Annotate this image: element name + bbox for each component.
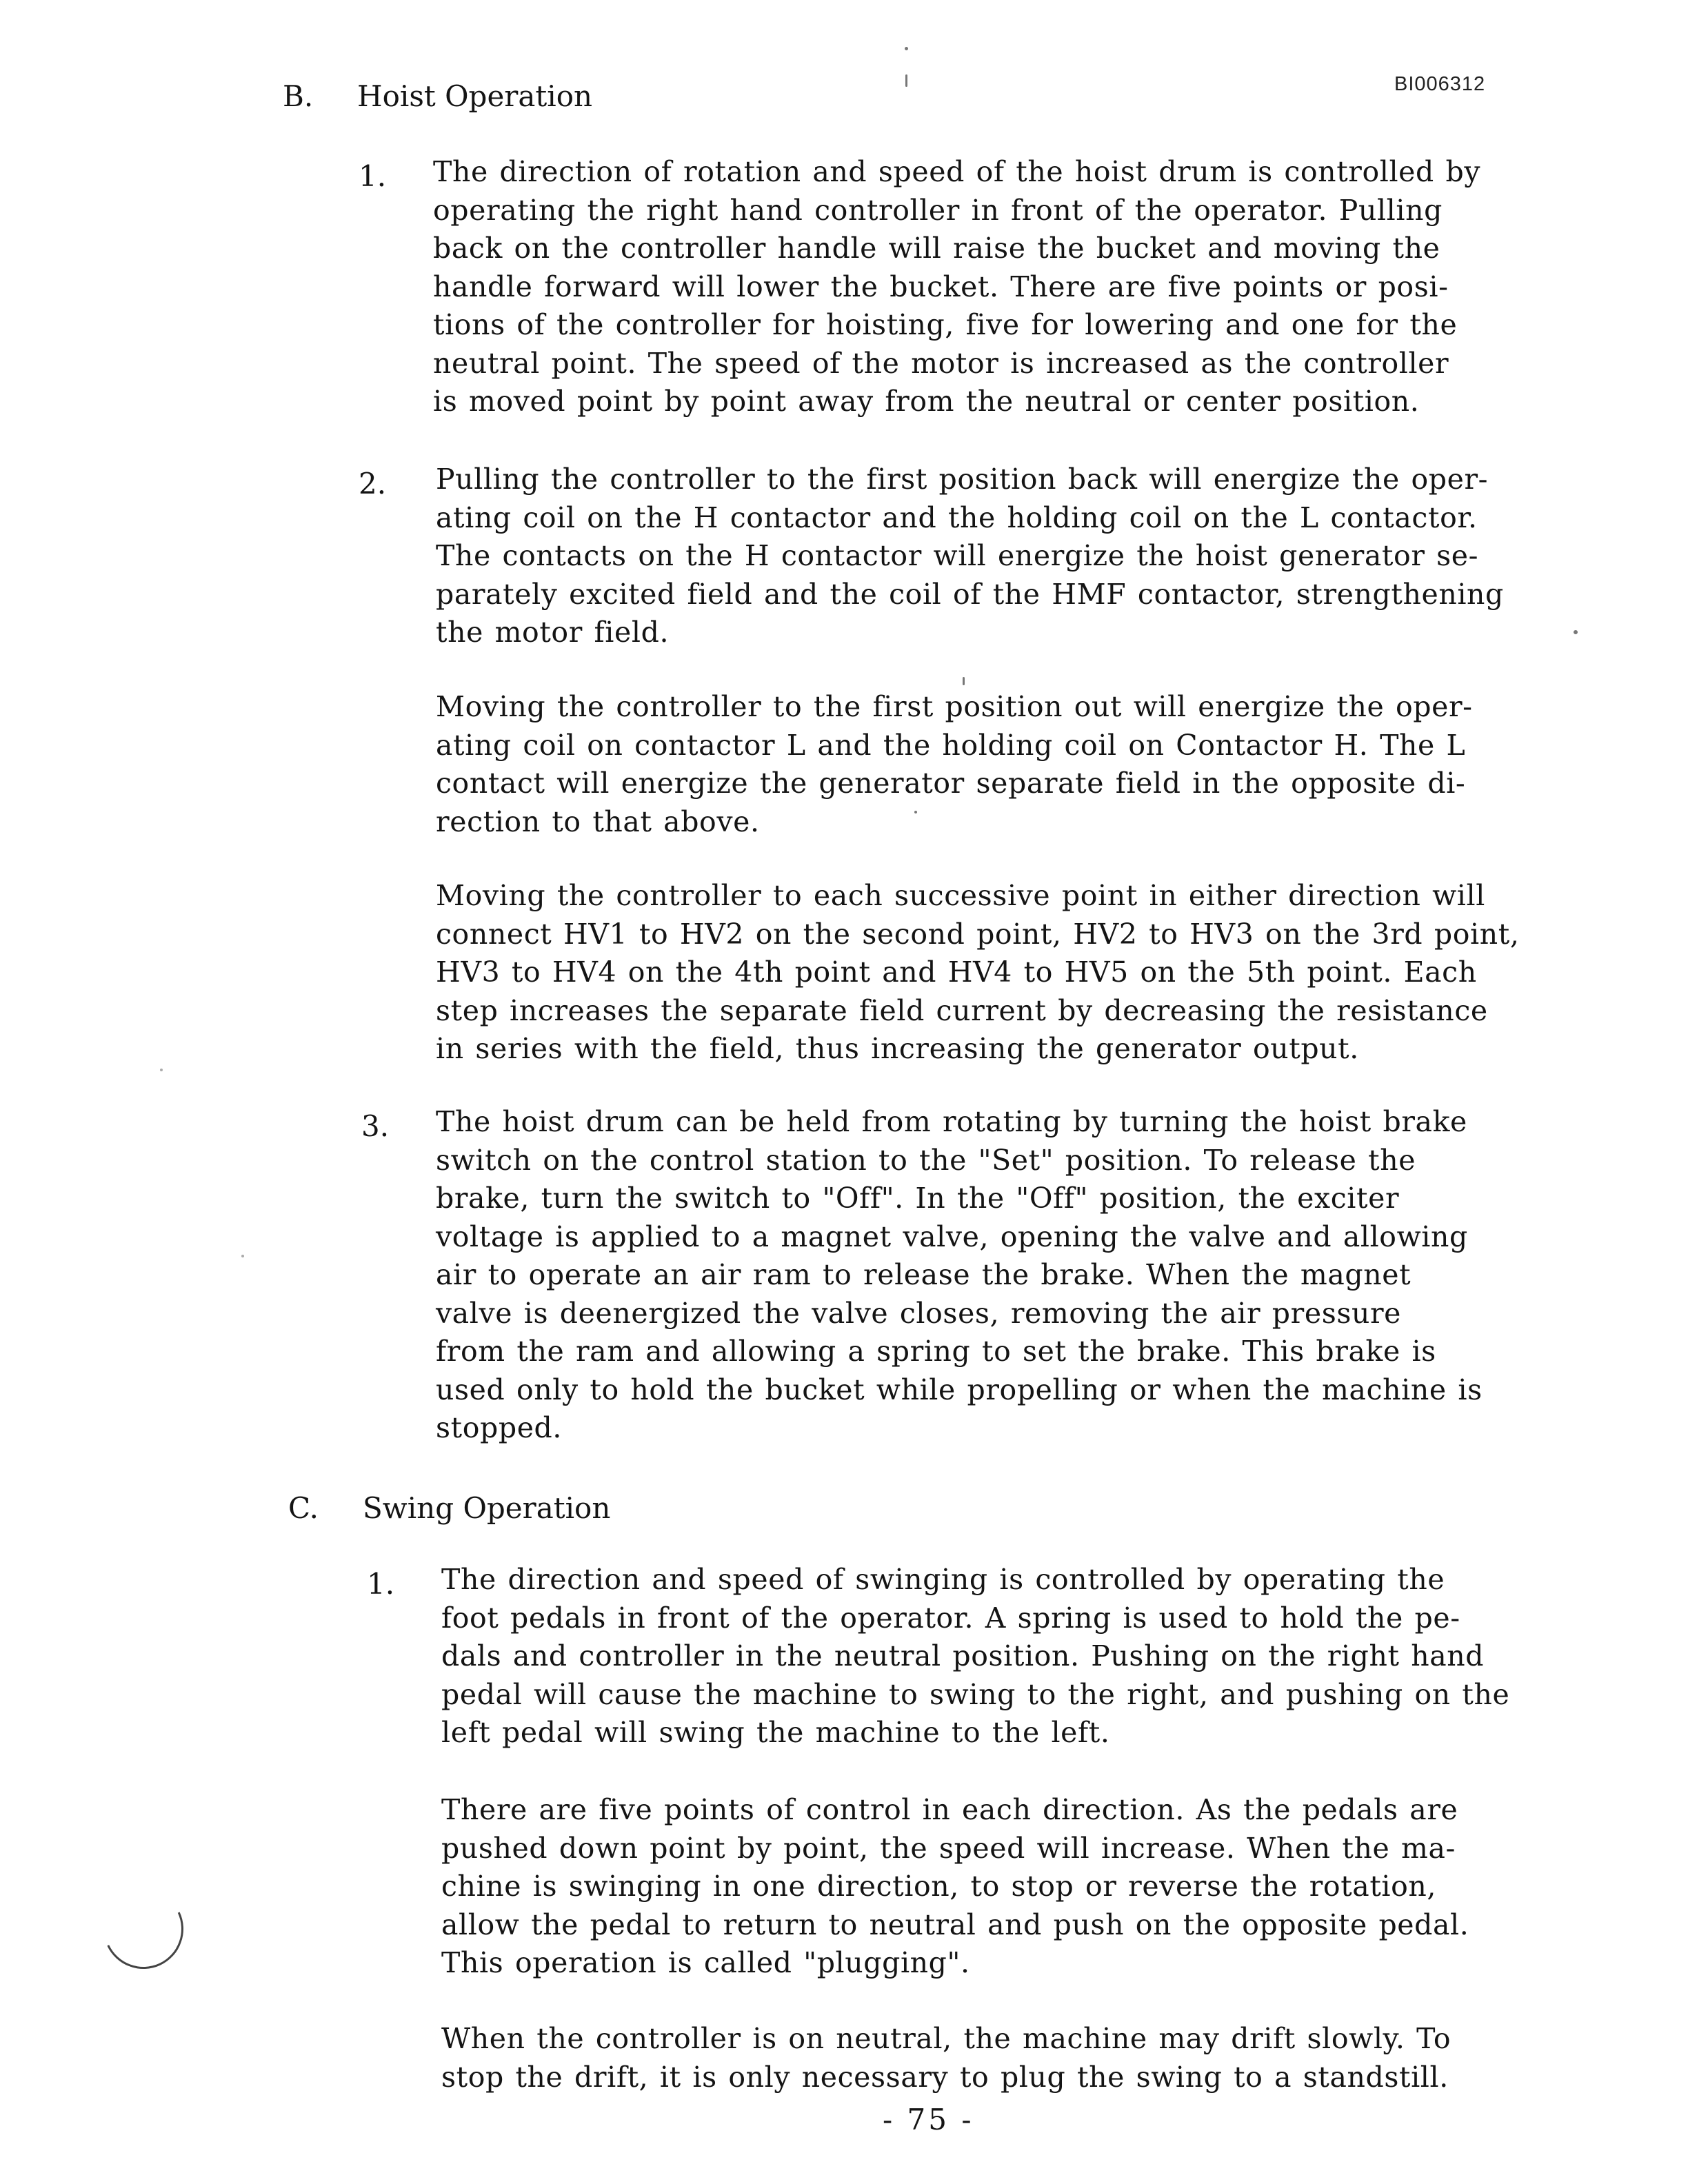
item-number: 1. [367,1567,395,1601]
text-line: There are five points of control in each direction. As the pedals are [441,1793,1458,1826]
text-line: ating coil on contactor L and the holding coil on Contactor H. The L [436,728,1466,762]
paragraph-c1-1 [441,1561,1509,1752]
text-line: back on the controller handle will raise the bucket and moving the [433,232,1440,265]
paragraph-b2-3 [436,877,1519,1069]
section-title: Hoist Operation [357,79,593,113]
text-line: chine is swinging in one direction, to stop or reverse the rotation, [441,1870,1437,1903]
document-id: BI006312 [1394,73,1486,95]
section-title: Swing Operation [363,1491,611,1525]
text-line: step increases the separate field current by decreasing the resistance [436,993,1488,1027]
margin-mark [92,1878,195,1981]
page-number: - 75 - [883,2103,974,2136]
section-heading-c [288,1489,610,1528]
scan-speck [963,677,965,685]
paragraph-b1-1 [433,153,1480,421]
text-line: brake, turn the switch to "Off". In the "Off" position, the exciter [436,1182,1400,1215]
text-line: Moving the controller to the first position out will energize the oper- [436,690,1473,723]
item-number: 1. [359,159,387,193]
section-heading-b [283,77,592,116]
text-line: ating coil on the H contactor and the holding coil on the L contactor. [436,501,1478,534]
text-line: operating the right hand controller in front of the operator. Pulling [433,193,1443,227]
text-line: stop the drift, it is only necessary to plug the swing to a standstill. [441,2060,1449,2094]
scan-speck [1574,630,1578,634]
text-line: left pedal will swing the machine to the left. [441,1716,1110,1749]
text-line: voltage is applied to a magnet valve, opening the valve and allowing [436,1220,1468,1253]
text-line: in series with the field, thus increasing the generator output. [436,1032,1359,1065]
text-line: rection to that above. [436,805,760,838]
item-number: 2. [359,467,387,501]
text-line: pedal will cause the machine to swing to the right, and pushing on the [441,1677,1510,1711]
text-line: valve is deenergized the valve closes, removing the air pressure [436,1296,1402,1330]
text-line: pushed down point by point, the speed will increase. When the ma- [441,1831,1456,1865]
text-line: Moving the controller to each successive point in either direction will [436,879,1485,912]
text-line: is moved point by point away from the neutral or center position. [433,385,1420,418]
paragraph-b2-1 [436,461,1504,652]
paragraph-b3-1 [436,1103,1483,1448]
paragraph-b2-2 [436,688,1473,841]
text-line: neutral point. The speed of the motor is increased as the controller [433,346,1449,380]
text-line: the motor field. [436,616,670,649]
text-line: connect HV1 to HV2 on the second point, HV2 to HV3 on the 3rd point, [436,917,1520,951]
text-line: handle forward will lower the bucket. There are five points or posi- [433,270,1449,303]
scan-speck [914,811,917,813]
item-number: 3. [361,1109,390,1143]
text-line: When the controller is on neutral, the machine may drift slowly. To [441,2022,1451,2055]
text-line: This operation is called "plugging". [441,1946,970,1979]
text-line: stopped. [436,1411,563,1444]
text-line: tions of the controller for hoisting, five for lowering and one for the [433,308,1458,341]
text-line: switch on the control station to the "Set" position. To release the [436,1143,1416,1177]
text-line: The contacts on the H contactor will energize the hoist generator se- [436,539,1479,572]
text-line: contact will energize the generator separate field in the opposite di- [436,767,1466,800]
scan-speck [241,1255,244,1257]
text-line: The direction and speed of swinging is controlled by operating the [441,1563,1445,1596]
text-line: used only to hold the bucket while propelling or when the machine is [436,1373,1483,1406]
section-letter: C. [288,1491,319,1525]
text-line: allow the pedal to return to neutral and push on the opposite pedal. [441,1908,1469,1941]
text-line: Pulling the controller to the first position back will energize the oper- [436,463,1489,496]
section-letter: B. [283,79,314,113]
paragraph-c1-3 [441,2020,1451,2096]
scan-speck [905,47,908,50]
text-line: from the ram and allowing a spring to set the brake. This brake is [436,1335,1436,1368]
text-line: The direction of rotation and speed of the hoist drum is controlled by [433,155,1481,188]
text-line: foot pedals in front of the operator. A spring is used to hold the pe- [441,1601,1460,1635]
text-line: HV3 to HV4 on the 4th point and HV4 to HV5 on the 5th point. Each [436,956,1477,989]
scan-speck [160,1069,163,1071]
paragraph-c1-2 [441,1791,1469,1983]
text-line: parately excited field and the coil of the HMF contactor, strengthening [436,577,1504,611]
text-line: dals and controller in the neutral position. Pushing on the right hand [441,1639,1485,1672]
text-line: air to operate an air ram to release the brake. When the magnet [436,1258,1411,1291]
scan-speck [905,74,907,87]
text-line: The hoist drum can be held from rotating by turning the hoist brake [436,1105,1467,1138]
